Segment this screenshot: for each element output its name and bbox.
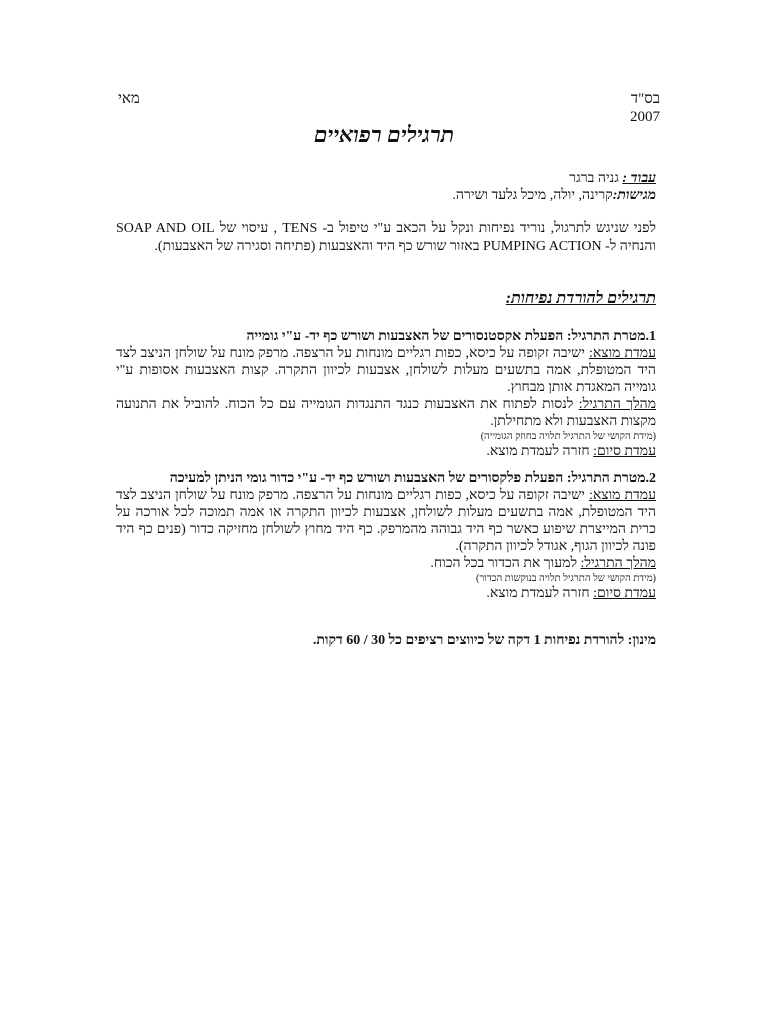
exercise-1-end-text: חזרה לעמדת מוצא. bbox=[486, 444, 590, 459]
header-month bbox=[118, 90, 140, 108]
exercise-2-process-text: למעוך את הכדור בכל הכוח. bbox=[430, 556, 578, 571]
exercise-1-heading: 1.מטרת התרגיל: הפעלת אקסטנסורים של האצבעות ושורש כף יד- ע"י גומייה bbox=[246, 329, 656, 344]
year-text: 2007 bbox=[630, 109, 660, 125]
exercise-1-process-text: לנסות לפתוח את האצבעות כנגד התנגדות הגומייה עם כל הכוח. להוביל את התנועה מקצות האצבעות ולא מתחילתן. bbox=[116, 397, 656, 429]
page-title: תרגילים רפואיים bbox=[313, 122, 455, 147]
dosage-line: מינון: להורדת נפיחות 1 דקה של כיווצים רציפים כל 30 / 60 דקות. bbox=[312, 633, 656, 648]
exercise-2-end bbox=[116, 585, 656, 602]
exercise-2-end-text: חזרה לעמדת מוצא. bbox=[486, 586, 590, 601]
bsd-text: בס"ד bbox=[630, 91, 660, 107]
exercise-1-end bbox=[116, 443, 656, 460]
exercise-1-process bbox=[116, 396, 656, 430]
exercise-2-process-label: מהלך התרגיל: bbox=[580, 556, 656, 571]
exercise-2-start bbox=[116, 487, 656, 555]
author-name: גניה ברגר bbox=[569, 171, 619, 186]
exercise-2 bbox=[116, 470, 656, 602]
credits bbox=[116, 170, 656, 204]
submitters-label: מגישות: bbox=[612, 188, 656, 203]
exercise-1-start-text: ישיבה זקופה על כיסא, כפות רגליים מונחות על הרצפה. מרפק מונח על שולחן הניצב לצד היד המטופלת, אמה בתשעים מעלות לשולחן, אצבעות לכיוון התקרה. קצות האצבעות אסופות ע"י גומייה המאגדת אותן מבחוץ. bbox=[116, 346, 656, 395]
header-date bbox=[620, 90, 660, 126]
month-text: מאי bbox=[118, 91, 140, 107]
exercise-2-start-label: עמדת מוצא: bbox=[588, 488, 657, 503]
exercise-2-heading: 2.מטרת התרגיל: הפעלת פלקסורים של האצבעות ושורש כף יד- ע"י כדור גומי הניתן למעיכה bbox=[169, 471, 656, 486]
exercise-2-process bbox=[116, 555, 656, 572]
submitters-line bbox=[116, 187, 656, 204]
submitters-names: קרינה, יולה, מיכל גלעד ושירה. bbox=[452, 188, 613, 203]
exercise-1-process-label: מהלך התרגיל: bbox=[578, 397, 656, 412]
exercise-2-difficulty: (מידת הקושי של התרגיל תלויה בנוקשות הכדור) bbox=[476, 573, 656, 584]
author-label: עבוד : bbox=[622, 171, 656, 186]
exercise-2-end-label: עמדת סיום: bbox=[593, 586, 656, 601]
exercise-1-difficulty: (מידת הקושי של התרגיל תלויה בחוזק הגומייה) bbox=[480, 431, 656, 442]
exercise-1-start bbox=[116, 345, 656, 396]
section-heading: תרגילים להורדת נפיחות: bbox=[505, 290, 656, 307]
section-heading-wrap bbox=[116, 290, 656, 307]
exercise-1-start-label: עמדת מוצא: bbox=[588, 346, 657, 361]
exercise-2-start-text: ישיבה זקופה על כיסא, כפות רגליים מונחות על הרצפה. מרפק מונח על שולחן הניצב לצד היד המטופלת, אמה בתשעים מעלות לשולחן, אצבעות לכיוון התקרה או אמה תמוכה לכל אורכה על כרית המייצרת שיפוע כאשר כף היד גבוהה מהמרפק. כף היד מחוץ לשולחן מחזיקה כדור (פנים כף היד פונה לכיוון הגוף, אגודל לכיוון התקרה). bbox=[116, 488, 656, 554]
exercise-1 bbox=[116, 328, 656, 460]
exercise-1-end-label: עמדת סיום: bbox=[593, 444, 656, 459]
author-line bbox=[116, 170, 656, 187]
intro-paragraph: לפני שניגש לתרגול, נוריד נפיחות ונקל על הכאב ע"י טיפול ב- TENS , עיסוי של SOAP AND OIL והנחיה ל- PUMPING ACTION באזור שורש כף היד והאצבעות (פתיחה וסגירה של האצבעות). bbox=[116, 221, 656, 254]
